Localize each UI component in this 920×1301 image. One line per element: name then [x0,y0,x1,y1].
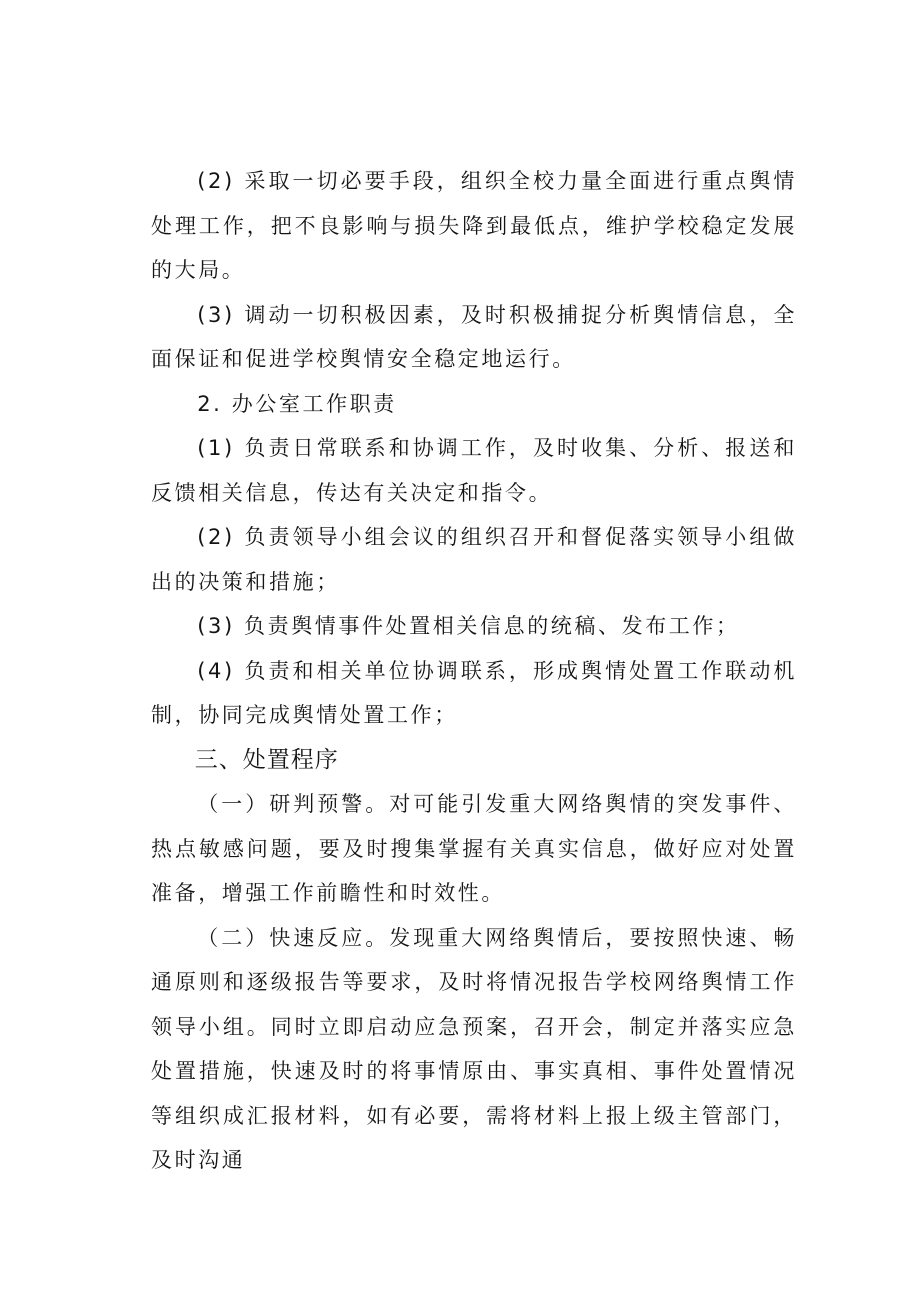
document-body [151,159,797,1183]
paragraph-duty-3: (3) 负责舆情事件处置相关信息的统稿、发布工作； [197,614,740,638]
paragraph-duty-1: (1) 负责日常联系和协调工作，及时收集、分析、报送和反馈相关信息，传达有关决定和指令。 [151,436,797,505]
section-heading-procedure: 三、处置程序 [194,746,339,773]
subheading-office-duties: 2. 办公室工作职责 [197,391,397,416]
paragraph-measure-2: (2) 采取一切必要手段，组织全校力量全面进行重点舆情处理工作，把不良影响与损失降到最低点，维护学校稳定发展的大局。 [151,169,797,282]
paragraph-measure-3: (3) 调动一切积极因素，及时积极捕捉分析舆情信息，全面保证和促进学校舆情安全稳定地运行。 [151,302,797,371]
paragraph-procedure-1: （一）研判预警。对可能引发重大网络舆情的突发事件、热点敏感问题，要及时搜集掌握有关真实信息，做好应对处置准备，增强工作前瞻性和时效性。 [151,792,797,905]
paragraph-duty-2: (2) 负责领导小组会议的组织召开和督促落实领导小组做出的决策和措施； [151,525,797,594]
paragraph-procedure-2: （二）快速反应。发现重大网络舆情后，要按照快速、畅通原则和逐级报告等要求，及时将情况报告学校网络舆情工作领导小组。同时立即启动应急预案，召开会，制定并落实应急处置措施，快速及时的将事情原由、事实真相、事件处置情况等组织成汇报材料，如有必要，需将材料上报上级主管部门，及时沟通 [151,925,797,1172]
paragraph-duty-4: (4) 负责和相关单位协调联系，形成舆情处置工作联动机制，协同完成舆情处置工作； [151,658,797,727]
